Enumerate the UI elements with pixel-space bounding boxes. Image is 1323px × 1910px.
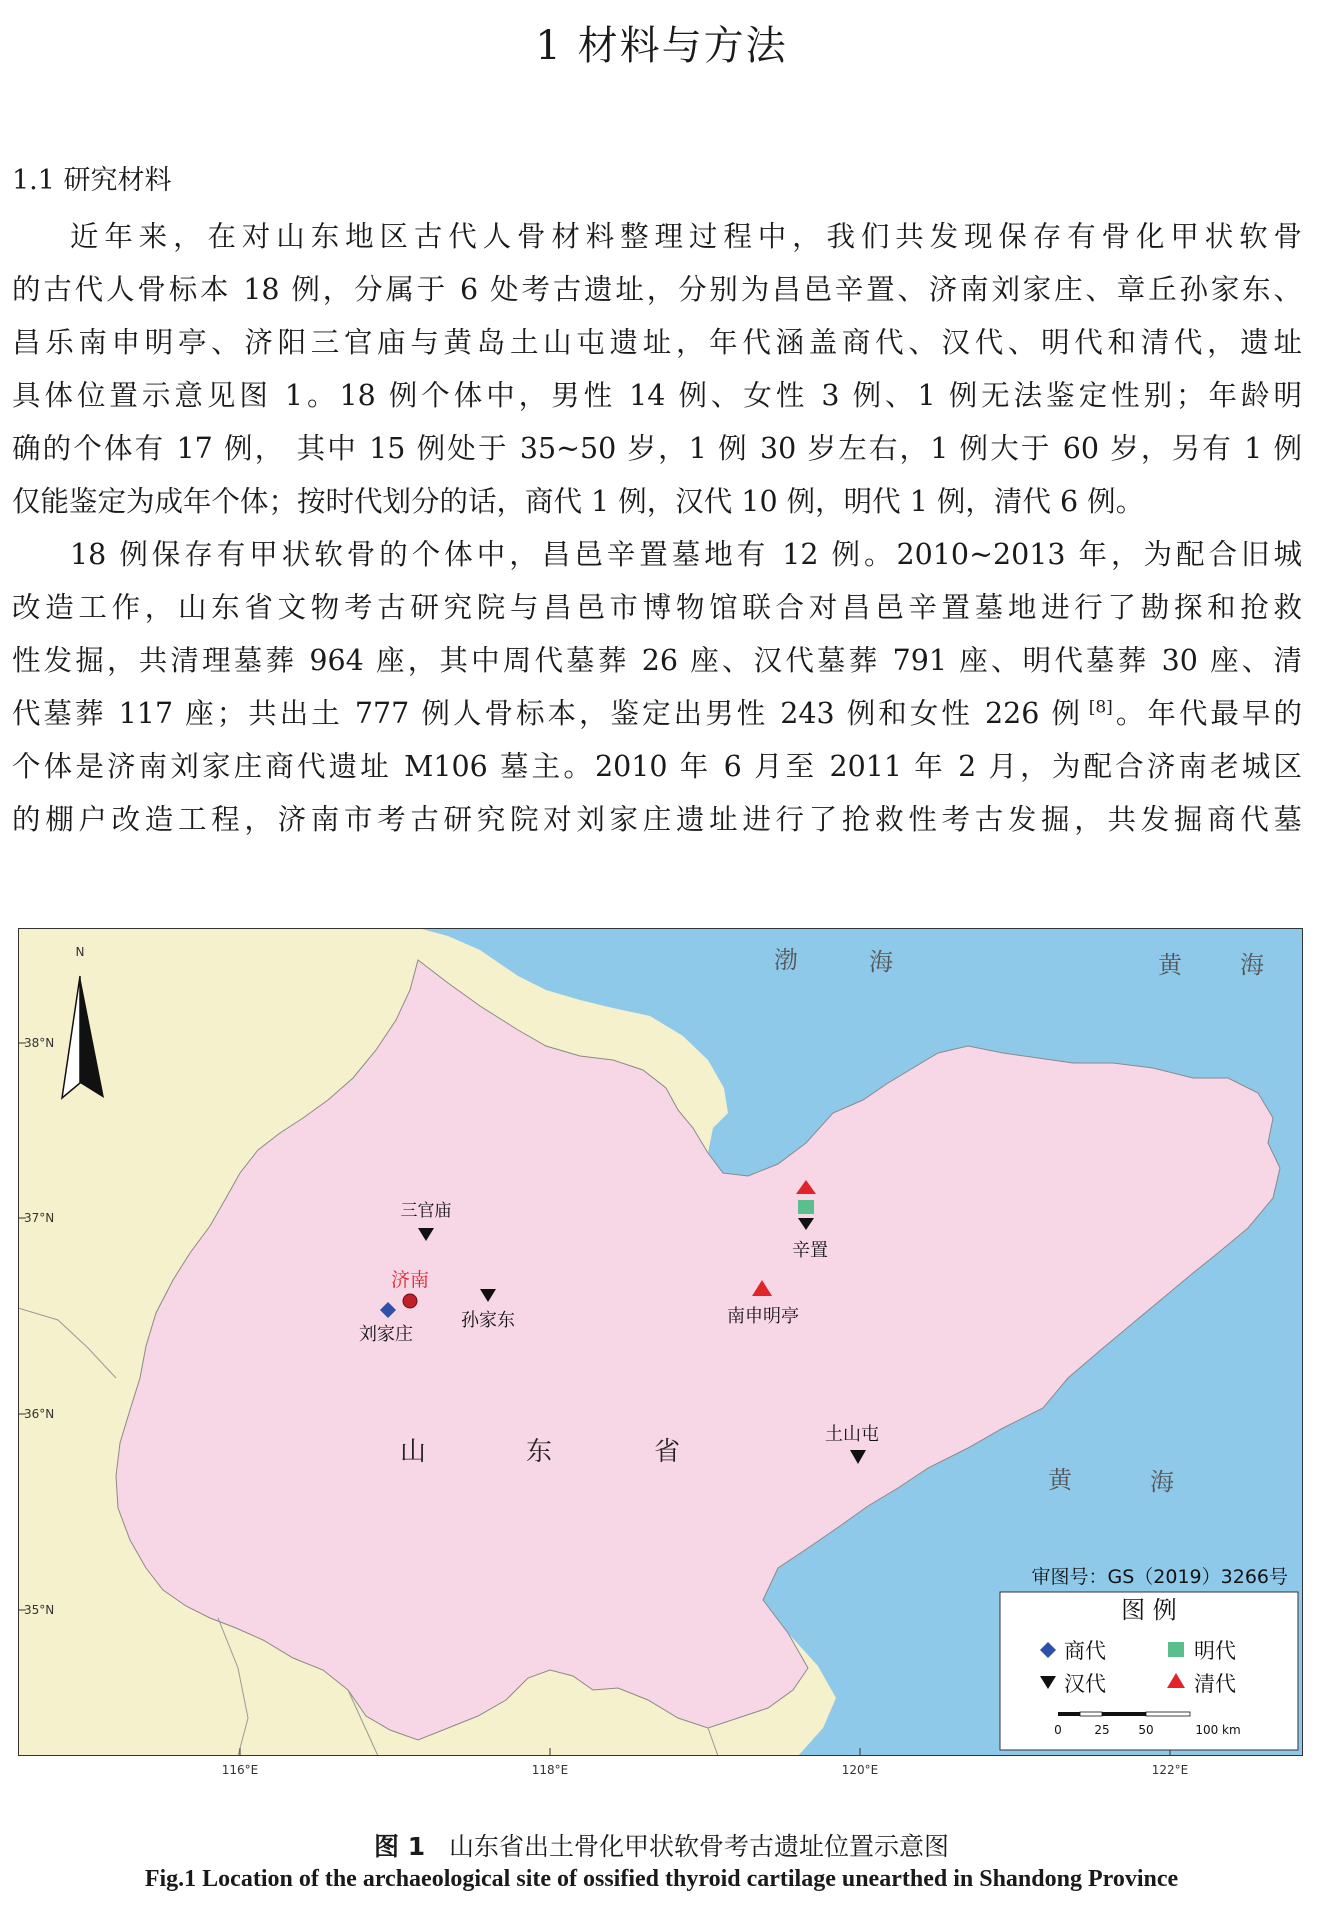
province-label: 省 bbox=[654, 1437, 681, 1467]
figure-1-map bbox=[18, 928, 1303, 1756]
paragraph-2 bbox=[12, 528, 1302, 846]
lon-labels bbox=[18, 1758, 1303, 1788]
scale-tick: 0 bbox=[1054, 1723, 1062, 1737]
site-label-sunjiadong: 孙家东 bbox=[461, 1310, 515, 1331]
paragraph-line: 近年来，在对山东地区古代人骨材料整理过程中，我们共发现保存有骨化甲状软骨 bbox=[70, 220, 1302, 253]
lon-label: 116°E bbox=[221, 1763, 259, 1777]
paragraph-line: 确的个体有 17 例， 其中 15 例处于 35~50 岁，1 例 30 岁左右，1 例大于 60 岁，另有 1 例 bbox=[12, 432, 1302, 465]
ming-marker bbox=[798, 1200, 814, 1214]
capital-label: 济南 bbox=[390, 1269, 430, 1291]
paragraph-line: 的古代人骨标本 18 例，分属于 6 处考古遗址，分别为昌邑辛置、济南刘家庄、章丘孙家东、 bbox=[12, 273, 1302, 306]
province-label: 山 bbox=[400, 1437, 427, 1467]
paragraph-1 bbox=[12, 210, 1302, 528]
sea-label-huanghai: 黄 bbox=[1048, 1466, 1072, 1494]
paragraph-line: 的棚户改造工程，济南市考古研究院对刘家庄遗址进行了抢救性考古发掘，共发掘商代墓 bbox=[12, 803, 1302, 836]
site-label-liujiazhuang: 刘家庄 bbox=[359, 1324, 413, 1345]
lon-label: 118°E bbox=[531, 1763, 569, 1777]
review-number: 审图号：GS（2019）3266号 bbox=[1031, 1566, 1288, 1588]
paragraph-line-with-citation bbox=[12, 687, 1302, 740]
north-label: N bbox=[75, 945, 85, 959]
sea-label-bohai: 海 bbox=[869, 948, 893, 976]
paragraph-line: 昌乐南申明亭、济阳三官庙与黄岛土山屯遗址，年代涵盖商代、汉代、明代和清代，遗址 bbox=[12, 326, 1302, 359]
legend-label-qing: 清代 bbox=[1194, 1672, 1236, 1696]
province-label: 东 bbox=[526, 1437, 553, 1467]
paragraph-line: 仅能鉴定为成年个体；按时代划分的话，商代 1 例，汉代 10 例，明代 1 例，清代 6 例。 bbox=[12, 485, 1145, 518]
lat-label: 35°N bbox=[24, 1603, 55, 1617]
capital-marker bbox=[403, 1294, 417, 1308]
paragraph-text: 代墓葬 117 座；共出土 777 例人骨标本，鉴定出男性 243 例和女性 226 例 bbox=[12, 697, 1084, 730]
legend-title: 图 例 bbox=[1121, 1596, 1177, 1624]
lon-label: 122°E bbox=[1151, 1763, 1189, 1777]
site-label-tushantun: 土山屯 bbox=[825, 1424, 879, 1445]
subsection-title: 1.1 研究材料 bbox=[12, 165, 172, 196]
lat-label: 36°N bbox=[24, 1407, 55, 1421]
paragraph-line: 改造工作，山东省文物考古研究院与昌邑市博物馆联合对昌邑辛置墓地进行了勘探和抢救 bbox=[12, 591, 1302, 624]
legend-label-han: 汉代 bbox=[1064, 1672, 1106, 1696]
site-label-xinzhi: 辛置 bbox=[792, 1240, 828, 1261]
legend-label-shang: 商代 bbox=[1064, 1639, 1106, 1663]
lon-label: 120°E bbox=[841, 1763, 879, 1777]
site-label-nanshenmingting: 南申明亭 bbox=[727, 1306, 799, 1327]
site-label-sanguanmiao: 三官庙 bbox=[400, 1201, 452, 1221]
section-title: 1 材料与方法 bbox=[535, 23, 788, 69]
scale-tick: 100 km bbox=[1195, 1723, 1241, 1737]
sea-label-bohai: 渤 bbox=[774, 946, 798, 974]
lat-label: 37°N bbox=[24, 1211, 55, 1225]
paragraph-line: 性发掘，共清理墓葬 964 座，其中周代墓葬 26 座、汉代墓葬 791 座、明代墓葬 30 座、清 bbox=[12, 644, 1302, 677]
map-svg bbox=[18, 928, 1303, 1756]
ming-legend-icon bbox=[1168, 1642, 1184, 1657]
paragraph-text: 。年代最早的 bbox=[1112, 697, 1302, 730]
figure-caption-text: 山东省出土骨化甲状软骨考古遗址位置示意图 bbox=[448, 1832, 949, 1861]
figure-number: 图 1 bbox=[374, 1832, 426, 1861]
paragraph-line: 个体是济南刘家庄商代遗址 M106 墓主。2010 年 6 月至 2011 年 2 月，为配合济南老城区 bbox=[12, 750, 1302, 783]
paragraph-line: 具体位置示意见图 1。18 例个体中，男性 14 例、女性 3 例、1 例无法鉴定性别；年龄明 bbox=[12, 379, 1302, 412]
legend-label-ming: 明代 bbox=[1194, 1639, 1236, 1663]
sea-label-huanghai: 海 bbox=[1150, 1468, 1174, 1496]
citation-ref[interactable]: [8] bbox=[1088, 697, 1113, 718]
figure-caption-en: Fig.1 Location of the archaeological site of ossified thyroid cartilage unearthed in Shandong Province bbox=[144, 1866, 1179, 1892]
legend bbox=[1000, 1592, 1298, 1750]
scale-tick: 50 bbox=[1138, 1723, 1154, 1737]
scale-tick: 25 bbox=[1094, 1723, 1110, 1737]
figure-caption-cn bbox=[0, 1827, 1323, 1863]
paragraph-line: 18 例保存有甲状软骨的个体中，昌邑辛置墓地有 12 例。2010~2013 年，为配合旧城 bbox=[70, 538, 1302, 571]
sea-label-huanghai: 海 bbox=[1240, 951, 1264, 979]
sea-label-huanghai: 黄 bbox=[1158, 951, 1182, 979]
lat-label: 38°N bbox=[24, 1036, 55, 1050]
